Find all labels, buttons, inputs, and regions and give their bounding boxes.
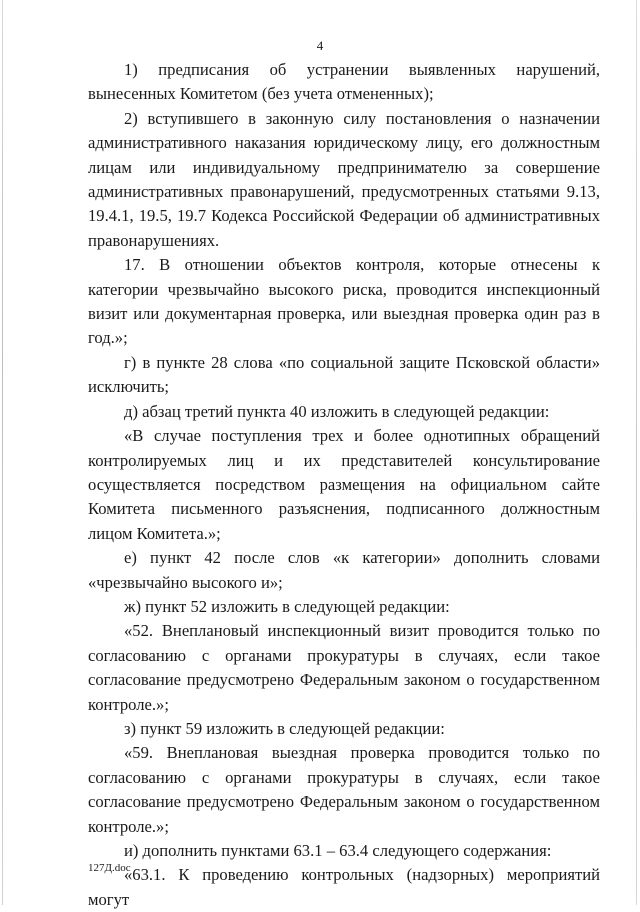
paragraph: г) в пункте 28 слова «по социальной защите Псковской области» исключить; — [88, 352, 600, 397]
paragraph: д) абзац третий пункта 40 изложить в следующей редакции: — [124, 401, 550, 421]
paragraph: «59. Внеплановая выездная проверка проводится только по согласованию с органами прокуратуры в случаях, если такое согласование предусмотрено Федеральным законом о государственном контроле.»; — [88, 743, 600, 836]
page-number: 4 — [316, 38, 324, 53]
paragraph: 17. В отношении объектов контроля, которые отнесены к категории чрезвычайно высокого риска, проводится инспекционный визит или документарная проверка, или выездная проверка один раз в год.»; — [88, 255, 600, 348]
paragraph: «63.1. К проведению контрольных (надзорных) мероприятий могут — [88, 865, 600, 909]
paragraph: з) пункт 59 изложить в следующей редакции: — [124, 718, 445, 738]
file-name-footer: 127Д.doc — [88, 862, 131, 874]
paragraph: «В случае поступления трех и более однотипных обращений контролируемых лиц и их представителей консультирование осуществляется посредством размещения на официальном сайте Комитета письменного разъяснения, подписанного должностным лицом Комитета.»; — [88, 426, 600, 543]
paragraph: 1) предписания об устранении выявленных нарушений, вынесенных Комитетом (без учета отмененных); — [88, 60, 600, 104]
scan-edge-right — [636, 0, 637, 905]
scan-edge-left — [2, 0, 3, 905]
paragraph: и) дополнить пунктами 63.1 – 63.4 следующего содержания: — [124, 841, 552, 860]
paragraph: ж) пункт 52 изложить в следующей редакции: — [124, 596, 450, 616]
paragraph: «52. Внеплановый инспекционный визит проводится только по согласованию с органами прокуратуры в случаях, если такое согласование предусмотрено Федеральным законом о государственном контроле.»; — [88, 621, 600, 714]
paragraph: е) пункт 42 после слов «к категории» дополнить словами «чрезвычайно высокого и»; — [88, 548, 600, 592]
document-body — [88, 58, 600, 912]
paragraph: 2) вступившего в законную силу постановления о назначении административного наказания юридическому лицу, его должностным лицам или индивидуальному предпринимателю за совершение административных правонарушений, предусмотренных статьями 9.13, 19.4.1, 19.5, 19.7 Кодекса Российской Федерации об административных правонарушениях. — [88, 108, 600, 250]
